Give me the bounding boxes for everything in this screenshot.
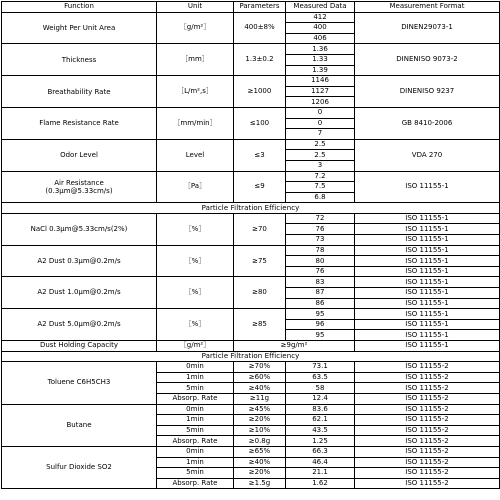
measured-cell: 12.4: [286, 393, 355, 404]
parameter-cell: ≥85: [234, 309, 286, 341]
measured-cell: 76: [286, 224, 355, 235]
measured-cell: 400: [286, 23, 355, 34]
function-cell: Butane: [2, 404, 157, 446]
measured-cell: 6.8: [286, 192, 355, 203]
header-measured-data: Measured Data: [286, 2, 355, 13]
unit-cell: ［g/m²］: [157, 341, 234, 352]
function-cell: Sulfur Dioxide SO2: [2, 446, 157, 488]
format-cell: ISO 11155-2: [355, 383, 500, 394]
measured-cell: 406: [286, 33, 355, 44]
format-cell: ISO 11155-2: [355, 404, 500, 415]
measured-cell: 66.3: [286, 446, 355, 457]
table-row: [2, 404, 500, 415]
measured-cell: 72: [286, 213, 355, 224]
header-unit: Unit: [157, 2, 234, 13]
header-row: [2, 2, 500, 13]
function-cell: Weight Per Unit Area: [2, 12, 157, 44]
table-row: [2, 309, 500, 320]
format-cell: ISO 11155-2: [355, 436, 500, 447]
parameter-cell: ≤9: [234, 171, 286, 203]
format-cell: DINENISO 9237: [355, 76, 500, 108]
condition-cell: 5min: [157, 383, 234, 394]
table-row: [2, 107, 500, 118]
value-cell: ≥9g/m²: [234, 341, 355, 352]
function-cell: A2 Dust 0.3μm@0.2m/s: [2, 245, 157, 277]
function-cell: Flame Resistance Rate: [2, 107, 157, 139]
format-cell: ISO 11155-1: [355, 245, 500, 256]
parameter-cell: ≥45%: [234, 404, 286, 415]
measured-cell: 83: [286, 277, 355, 288]
format-cell: ISO 11155-1: [355, 266, 500, 277]
format-cell: ISO 11155-2: [355, 372, 500, 383]
measured-cell: 0: [286, 107, 355, 118]
measured-cell: 83.6: [286, 404, 355, 415]
condition-cell: 5min: [157, 468, 234, 479]
measured-cell: 1127: [286, 86, 355, 97]
measured-cell: 21.1: [286, 468, 355, 479]
format-cell: ISO 11155-1: [355, 298, 500, 309]
condition-cell: 1min: [157, 372, 234, 383]
unit-cell: ［%］: [157, 277, 234, 309]
measured-cell: 96: [286, 319, 355, 330]
format-cell: ISO 11155-1: [355, 319, 500, 330]
table-row: [2, 12, 500, 23]
format-cell: ISO 11155-1: [355, 288, 500, 299]
table-row: [2, 44, 500, 55]
function-cell: A2 Dust 1.0μm@0.2m/s: [2, 277, 157, 309]
parameter-cell: ≥70: [234, 213, 286, 245]
measured-cell: 7.5: [286, 182, 355, 193]
header-parameters: Parameters: [234, 2, 286, 13]
table-row: [2, 76, 500, 87]
format-cell: DINENISO 9073-2: [355, 44, 500, 76]
function-cell: Thickness: [2, 44, 157, 76]
measured-cell: 7: [286, 129, 355, 140]
measured-cell: 73.1: [286, 362, 355, 373]
measured-cell: 58: [286, 383, 355, 394]
condition-cell: 1min: [157, 415, 234, 426]
format-cell: ISO 11155-2: [355, 468, 500, 479]
function-cell: Toluene C6H5CH3: [2, 362, 157, 404]
unit-cell: ［%］: [157, 309, 234, 341]
spec-table-body: [2, 2, 500, 489]
unit-cell: ［g/m²］: [157, 12, 234, 44]
parameter-cell: ≥10%: [234, 425, 286, 436]
table-row: [2, 362, 500, 373]
format-cell: ISO 11155-1: [355, 235, 500, 246]
parameter-cell: ≤100: [234, 107, 286, 139]
unit-cell: ［%］: [157, 213, 234, 245]
parameter-cell: ≥20%: [234, 415, 286, 426]
unit-cell: ［L/m²,s］: [157, 76, 234, 108]
format-cell: ISO 11155-1: [355, 309, 500, 320]
format-cell: GB 8410-2006: [355, 107, 500, 139]
section-row: [2, 203, 500, 214]
format-cell: ISO 11155-2: [355, 415, 500, 426]
section-title: Particle Filtration Efficiency: [2, 203, 500, 214]
measured-cell: 78: [286, 245, 355, 256]
table-row: [2, 245, 500, 256]
format-cell: ISO 11155-2: [355, 425, 500, 436]
measured-cell: 3: [286, 160, 355, 171]
section-row: [2, 351, 500, 362]
format-cell: DINEN29073-1: [355, 12, 500, 44]
condition-cell: Absorp. Rate: [157, 436, 234, 447]
condition-cell: 0min: [157, 446, 234, 457]
section-title: Particle Filtration Efficiency: [2, 351, 500, 362]
parameter-cell: ≥80: [234, 277, 286, 309]
format-cell: ISO 11155-1: [355, 277, 500, 288]
condition-cell: Absorp. Rate: [157, 393, 234, 404]
unit-cell: ［%］: [157, 245, 234, 277]
format-cell: ISO 11155-2: [355, 393, 500, 404]
spec-table: [1, 1, 500, 489]
parameter-cell: ≤3: [234, 139, 286, 171]
function-cell: Breathability Rate: [2, 76, 157, 108]
measured-cell: 0: [286, 118, 355, 129]
parameter-cell: ≥11g: [234, 393, 286, 404]
measured-cell: 87: [286, 288, 355, 299]
table-row: [2, 139, 500, 150]
measured-cell: 7.2: [286, 171, 355, 182]
format-cell: ISO 11155-2: [355, 478, 500, 489]
measured-cell: 2.5: [286, 139, 355, 150]
parameter-cell: ≥1000: [234, 76, 286, 108]
format-cell: VDA 270: [355, 139, 500, 171]
measured-cell: 1146: [286, 76, 355, 87]
format-cell: ISO 11155-2: [355, 362, 500, 373]
measured-cell: 86: [286, 298, 355, 309]
function-cell: NaCl 0.3μm@5.33cm/s(2%): [2, 213, 157, 245]
format-cell: ISO 11155-1: [355, 330, 500, 341]
parameter-cell: 400±8%: [234, 12, 286, 44]
table-row: [2, 277, 500, 288]
measured-cell: 43.5: [286, 425, 355, 436]
parameter-cell: ≥1.5g: [234, 478, 286, 489]
parameter-cell: ≥75: [234, 245, 286, 277]
measured-cell: 76: [286, 266, 355, 277]
unit-cell: ［mm］: [157, 44, 234, 76]
unit-cell: ［mm/min］: [157, 107, 234, 139]
format-cell: ISO 11155-1: [355, 256, 500, 267]
header-measurement-format: Measurement Format: [355, 2, 500, 13]
measured-cell: 73: [286, 235, 355, 246]
measured-cell: 62.1: [286, 415, 355, 426]
header-function: Function: [2, 2, 157, 13]
function-cell: Odor Level: [2, 139, 157, 171]
format-cell: ISO 11155-1: [355, 341, 500, 352]
condition-cell: 1min: [157, 457, 234, 468]
parameter-cell: 1.3±0.2: [234, 44, 286, 76]
table-row: [2, 171, 500, 182]
condition-cell: Absorp. Rate: [157, 478, 234, 489]
condition-cell: 0min: [157, 404, 234, 415]
table-row: [2, 213, 500, 224]
condition-cell: 5min: [157, 425, 234, 436]
parameter-cell: ≥70%: [234, 362, 286, 373]
parameter-cell: ≥60%: [234, 372, 286, 383]
function-cell: Dust Holding Capacity: [2, 341, 157, 352]
measured-cell: 1.25: [286, 436, 355, 447]
function-cell: Air Resistance (0.3μm@5.33cm/s): [2, 171, 157, 203]
parameter-cell: ≥40%: [234, 383, 286, 394]
measured-cell: 80: [286, 256, 355, 267]
table-row: [2, 341, 500, 352]
measured-cell: 1.39: [286, 65, 355, 76]
parameter-cell: ≥40%: [234, 457, 286, 468]
measured-cell: 63.5: [286, 372, 355, 383]
format-cell: ISO 11155-2: [355, 446, 500, 457]
parameter-cell: ≥0.8g: [234, 436, 286, 447]
table-row: [2, 446, 500, 457]
measured-cell: 1.36: [286, 44, 355, 55]
unit-cell: Level: [157, 139, 234, 171]
measured-cell: 1206: [286, 97, 355, 108]
unit-cell: ［Pa］: [157, 171, 234, 203]
measured-cell: 1.62: [286, 478, 355, 489]
format-cell: ISO 11155-2: [355, 457, 500, 468]
parameter-cell: ≥20%: [234, 468, 286, 479]
parameter-cell: ≥65%: [234, 446, 286, 457]
format-cell: ISO 11155-1: [355, 224, 500, 235]
measured-cell: 2.5: [286, 150, 355, 161]
measured-cell: 46.4: [286, 457, 355, 468]
measured-cell: 95: [286, 309, 355, 320]
format-cell: ISO 11155-1: [355, 213, 500, 224]
measured-cell: 95: [286, 330, 355, 341]
format-cell: ISO 11155-1: [355, 171, 500, 203]
measured-cell: 412: [286, 12, 355, 23]
condition-cell: 0min: [157, 362, 234, 373]
function-cell: A2 Dust 5.0μm@0.2m/s: [2, 309, 157, 341]
measured-cell: 1.33: [286, 54, 355, 65]
